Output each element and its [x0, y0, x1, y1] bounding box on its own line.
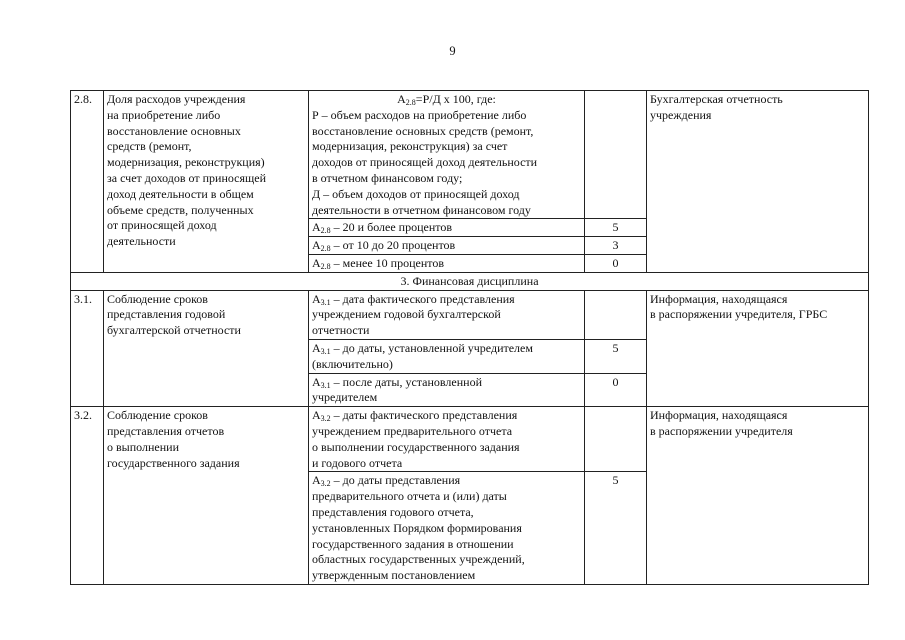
criterion-score: 5: [585, 219, 647, 237]
criterion-score: 0: [585, 254, 647, 272]
criterion-text: $А_{2.8}$ – от 10 до 20 процентов: [309, 237, 585, 255]
score-cell-empty: [585, 407, 647, 472]
formula-text: =Р/Д х 100, где:: [415, 92, 496, 106]
table-row: [71, 407, 869, 472]
data-source: Бухгалтерская отчетность учреждения: [647, 91, 869, 273]
row-number: 3.2.: [71, 407, 104, 585]
formula-definition: Р – объем расходов на приобретение либо восстановление основных средств (ремонт, модернизация, реконструкция) за счет доходов от приносящей доход деятельности в отчетном финансовом году; Д – объем доходов от приносящей доход деятельности в отчетном финансовом году: [312, 107, 538, 217]
score-cell-empty: [585, 290, 647, 339]
data-source: Информация, находящаяся в распоряжении учредителя, ГРБС: [647, 290, 869, 407]
table-row: [71, 290, 869, 339]
formula-symbol: А: [397, 92, 406, 106]
criterion-score: 5: [585, 472, 647, 585]
criteria-table: [70, 90, 869, 585]
score-cell-empty: [585, 91, 647, 219]
criterion-text: $А_{2.8} - 20$ и более процентов: [309, 219, 585, 237]
indicator-name: Доля расходов учреждения на приобретение либо восстановление основных средств (ремонт, модернизация, реконструкция) за счет доходов от приносящей доход деятельности в общем объеме средств, полученных от приносящей доход деятельности: [104, 91, 309, 273]
criterion-score: 5: [585, 339, 647, 373]
indicator-definition: $А_{3.1}$ – дата фактического представления учреждением годовой бухгалтерской отчетности: [309, 290, 585, 339]
data-source: Информация, находящаяся в распоряжении учредителя: [647, 407, 869, 585]
criterion-text: $А_{3.2}$ – до даты представления предварительного отчета и (или) даты представления годового отчета, установленных Порядком формирования государственного задания в отношении областных государственных учреждений, утвержденным постановлением: [309, 472, 585, 585]
row-number: 2.8.: [71, 91, 104, 273]
indicator-name: Соблюдение сроков представления годовой бухгалтерской отчетности: [104, 290, 309, 407]
criterion-score: 3: [585, 237, 647, 255]
indicator-definition: $А_{3.2}$ – даты фактического представления учреждением предварительного отчета о выполнении государственного задания и годового отчета: [309, 407, 585, 472]
formula: [312, 92, 581, 108]
criterion-text: $А_{2.8}$ – менее 10 процентов: [309, 254, 585, 272]
table-row: [71, 91, 869, 219]
row-number: 3.1.: [71, 290, 104, 407]
section-header-row: [71, 272, 869, 290]
section-title: 3. Финансовая дисциплина: [71, 272, 869, 290]
formula-cell: [309, 91, 585, 219]
criterion-score: 0: [585, 373, 647, 407]
criterion-text: $А_{3.1}$ – до даты, установленной учредителем (включительно): [309, 339, 585, 373]
page-number: 9: [449, 44, 456, 58]
criterion-text: $А_{3.1}$ – после даты, установленной учредителем: [309, 373, 585, 407]
indicator-name: Соблюдение сроков представления отчетов о выполнении государственного задания: [104, 407, 309, 585]
formula-subscript: 2.8: [405, 98, 416, 107]
